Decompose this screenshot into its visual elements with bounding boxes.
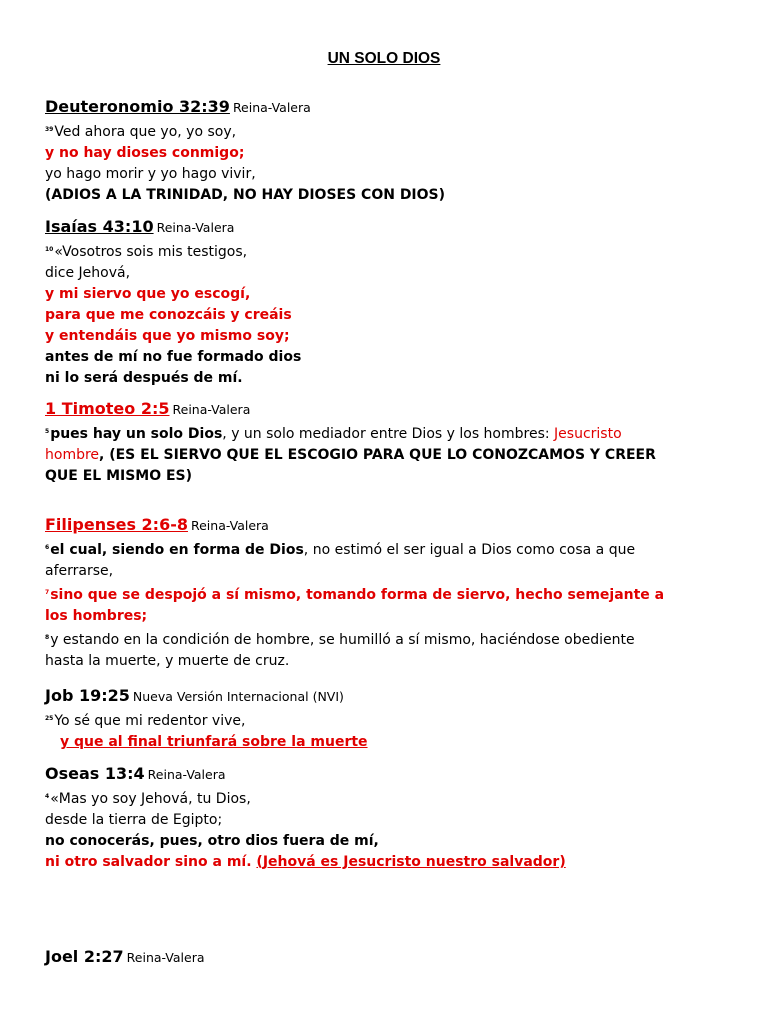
bible-version: Reina-Valera (190, 518, 269, 533)
passage-heading (45, 398, 725, 421)
verse-text-highlight: sino que se despojó a sí mismo, tomando forma de siervo, hecho semejante a (50, 587, 665, 603)
verse-line-highlight: y no hay dioses conmigo; (45, 145, 245, 161)
verse-line-bold: no conocerás, pues, otro dios fuera de mí, (45, 833, 379, 849)
passage-heading (45, 216, 725, 239)
verse-number: 25 (45, 715, 54, 722)
commentary-text: (Jehová es Jesucristo nuestro salvador) (256, 854, 566, 870)
verse-line-highlight: ni otro salvador sino a mí. (45, 854, 252, 870)
bible-version: Reina-Valera (126, 950, 205, 965)
verse-line-highlight: y entendáis que yo mismo soy; (45, 328, 290, 344)
verse-text: y estando en la condición de hombre, se humilló a sí mismo, haciéndose obediente (50, 632, 635, 648)
passage-isaias (45, 216, 725, 389)
commentary-text: , (ES EL SIERVO QUE EL ESCOGIO PARA QUE LO CONOZCAMOS Y CREER (99, 447, 656, 463)
verse-number: 8 (45, 634, 50, 641)
verse-number: 10 (45, 246, 54, 253)
passage-reference: Isaías 43:10 (45, 217, 154, 236)
passage-reference: Deuteronomio 32:39 (45, 97, 230, 116)
bible-version: Reina-Valera (156, 220, 235, 235)
verse-line-highlight: para que me conozcáis y creáis (45, 307, 292, 323)
commentary-text: QUE EL MISMO ES) (45, 468, 193, 484)
passage-heading (45, 96, 725, 119)
verse-text-highlight: Jesucristo (554, 426, 622, 442)
verse-line-highlight: y mi siervo que yo escogí, (45, 286, 251, 302)
verse-line: yo hago morir y yo hago vivir, (45, 166, 256, 182)
passage-oseas (45, 763, 725, 873)
verse-text: , no estimó el ser igual a Dios como cosa a que (303, 542, 636, 558)
passage-heading (45, 685, 725, 708)
passage-timoteo (45, 398, 725, 487)
bible-version: Reina-Valera (147, 767, 226, 782)
verse-line: dice Jehová, (45, 265, 131, 281)
verse-line: «Mas yo soy Jehová, tu Dios, (50, 791, 251, 807)
verse-line: Ved ahora que yo, yo soy, (54, 124, 237, 140)
bible-version: Nueva Versión Internacional (NVI) (132, 689, 344, 704)
verse-text-highlight: los hombres; (45, 608, 148, 624)
verse-number: 5 (45, 428, 50, 435)
passage-heading (45, 763, 725, 786)
passage-job (45, 685, 725, 753)
passage-filipenses (45, 514, 725, 672)
verse-line: desde la tierra de Egipto; (45, 812, 223, 828)
verse-text: hasta la muerte, y muerte de cruz. (45, 653, 290, 669)
passage-reference: 1 Timoteo 2:5 (45, 399, 170, 418)
verse-text: , y un solo mediador entre Dios y los hombres: (222, 426, 555, 442)
passage-heading (45, 946, 725, 969)
verse-line: Yo sé que mi redentor vive, (54, 713, 246, 729)
verse-text-bold: pues hay un solo Dios (50, 426, 223, 442)
commentary-line: (ADIOS A LA TRINIDAD, NO HAY DIOSES CON DIOS) (45, 187, 446, 203)
verse-line: «Vosotros sois mis testigos, (54, 244, 248, 260)
passage-reference: Job 19:25 (45, 686, 130, 705)
verse-line-bold: ni lo será después de mí. (45, 370, 243, 386)
verse-line-highlight: y que al final triunfará sobre la muerte (60, 734, 368, 750)
verse-line-bold: antes de mí no fue formado dios (45, 349, 302, 365)
bible-version: Reina-Valera (172, 402, 251, 417)
verse-number: 39 (45, 126, 54, 133)
passage-reference: Filipenses 2:6-8 (45, 515, 188, 534)
verse-text-highlight: hombre (45, 447, 100, 463)
verse-number: 7 (45, 589, 50, 596)
verse-number: 4 (45, 793, 50, 800)
verse-number: 6 (45, 544, 50, 551)
page-title: UN SOLO DIOS (327, 50, 441, 67)
bible-version: Reina-Valera (232, 100, 311, 115)
passage-reference: Oseas 13:4 (45, 764, 145, 783)
verse-text-bold: el cual, siendo en forma de Dios (50, 542, 304, 558)
verse-text: aferrarse, (45, 563, 114, 579)
passage-deuteronomio (45, 96, 725, 206)
passage-reference: Joel 2:27 (45, 947, 124, 966)
passage-heading (45, 514, 725, 537)
passage-joel (45, 946, 725, 969)
